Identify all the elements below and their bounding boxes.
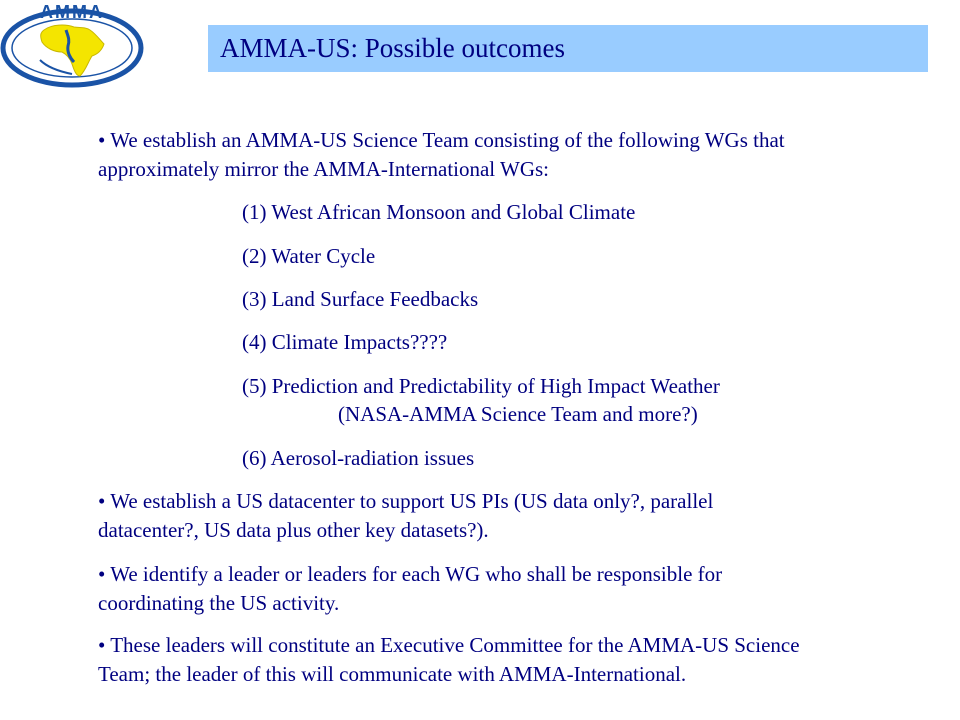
wg-item-1: (1) West African Monsoon and Global Climate [242, 200, 636, 224]
wg-item-5-subnote: (NASA-AMMA Science Team and more?) [338, 402, 698, 426]
bullet-2-line-2: datacenter?, US data plus other key datasets?). [98, 518, 489, 542]
bullet-4-line-2: Team; the leader of this will communicate with AMMA-International. [98, 662, 687, 686]
title-bar [208, 25, 928, 72]
bullet-1-line-2: approximately mirror the AMMA-International WGs: [98, 157, 550, 181]
wg-item-6: (6) Aerosol-radiation issues [242, 446, 475, 470]
wg-item-2: (2) Water Cycle [242, 244, 376, 268]
wg-item-3: (3) Land Surface Feedbacks [242, 287, 479, 311]
logo-text: AMMA [40, 2, 104, 22]
bullet-1-line-1: • We establish an AMMA-US Science Team consisting of the following WGs that [98, 128, 785, 152]
bullet-2-line-1: • We establish a US datacenter to support US PIs (US data only?, parallel [98, 489, 714, 513]
slide-title: AMMA-US: Possible outcomes [220, 33, 566, 63]
wg-item-4: (4) Climate Impacts???? [242, 330, 448, 354]
bullet-4-line-1: • These leaders will constitute an Executive Committee for the AMMA-US Science [98, 633, 800, 657]
amma-logo [0, 0, 150, 88]
bullet-3-line-2: coordinating the US activity. [98, 591, 340, 615]
bullet-3-line-1: • We identify a leader or leaders for each WG who shall be responsible for [98, 562, 723, 586]
wg-item-5: (5) Prediction and Predictability of High Impact Weather [242, 374, 720, 398]
